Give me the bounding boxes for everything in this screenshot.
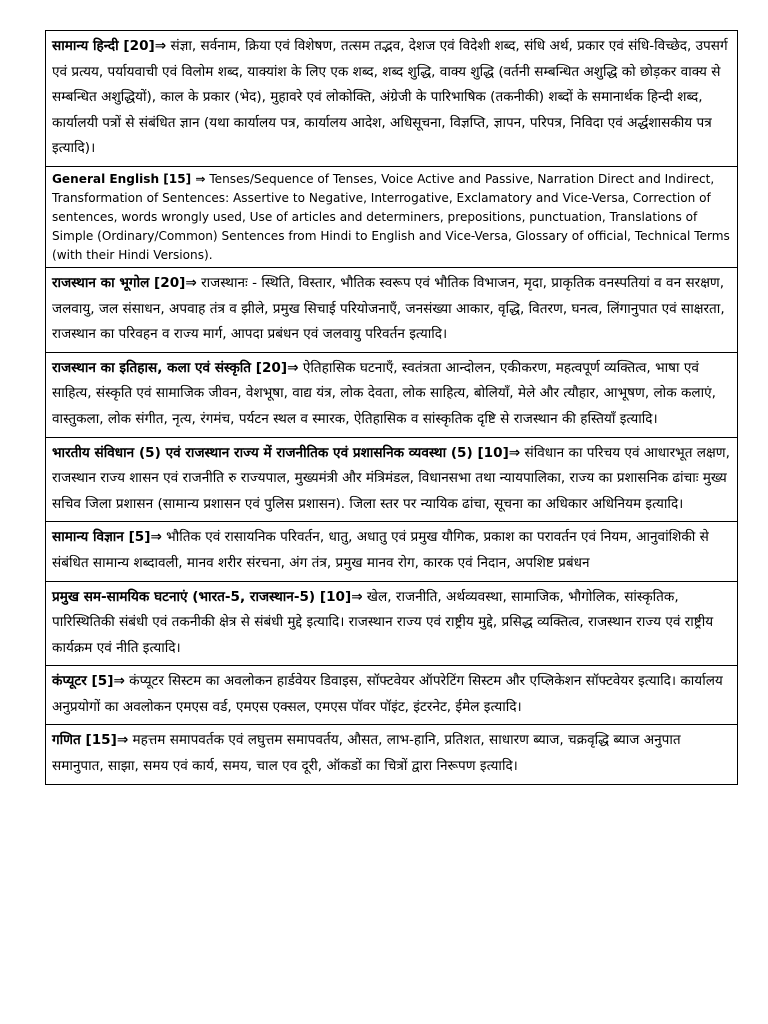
syllabus-cell xyxy=(46,581,738,666)
section-heading: राजस्थान का इतिहास, कला एवं संस्कृति [20]⇒ xyxy=(52,359,299,376)
syllabus-cell xyxy=(46,267,738,352)
syllabus-row-computer xyxy=(46,666,738,725)
syllabus-cell xyxy=(46,437,738,522)
syllabus-row-hindi xyxy=(46,31,738,167)
syllabus-row-geography xyxy=(46,267,738,352)
section-topics: कंप्यूटर सिस्टम का अवलोकन हार्डवेयर डिवाइस, सॉफ्टवेयर ऑपरेटिंग सिस्टम और एप्लिकेशन सॉफ्टवेयर इत्यादि। कार्यालय अनुप्रयोगों का अवलोकन एमएस वर्ड, एमएस एक्सल, एमएस पॉवर पॉइंट, इंटरनेट, ईमेल इत्यादि। xyxy=(52,673,723,715)
section-topics: राजस्थानः - स्थिति, विस्तार, भौतिक स्वरूप एवं भौतिक विभाजन, मृदा, प्राकृतिक वनस्पतियां व वन सरक्षण, जलवायु, जल संसाधन, अपवाह तंत्र व झीले, प्रमुख सिचाई परियोजनाएँ, जनसंख्या आकार, वृद्धि, वितरण, घनत्व, लिंगानुपात एवं साक्षरता, राजस्थान का परिवहन व राज्य मार्ग, आपदा प्रबंधन एवं जलवायु परिवर्तन इत्यादि। xyxy=(52,274,725,343)
section-heading: सामान्य हिन्दी [20]⇒ xyxy=(52,38,167,54)
syllabus-row-history xyxy=(46,352,738,437)
syllabus-row-mathematics xyxy=(46,725,738,784)
section-heading: General English [15] ⇒ xyxy=(52,171,206,186)
section-topics: भौतिक एवं रासायनिक परिवर्तन, धातु, अधातु एवं प्रमुख यौगिक, प्रकाश का परावर्तन एवं नियम, आनुवांशिकी से संबंधित सामान्य शब्दावली, मानव शरीर संरचना, अंग तंत्र, प्रमुख मानव रोग, कारक एवं निदान, अपशिष्ट प्रबंधन xyxy=(52,529,709,571)
section-topics: Tenses/Sequence of Tenses, Voice Active and Passive, Narration Direct and Indirect, Transformation of Sentences: Assertive to Negative, Interrogative, Exclamatory and Vice-Versa, Correction of sentences, words wrongly used, Use of articles and determiners, prepositions, punctuation, Translations of Simple (Ordinary/Common) Sentences from Hindi to English and Vice-Versa, Glossary of official, Technical Terms (with their Hindi Versions). xyxy=(52,171,730,262)
syllabus-cell xyxy=(46,522,738,581)
syllabus-cell xyxy=(46,166,738,267)
section-topics: ऐतिहासिक घटनाएँ, स्वतंत्रता आन्दोलन, एकीकरण, महत्वपूर्ण व्यक्तित्व, भाषा एवं साहित्य, संस्कृति एवं सामाजिक जीवन, वेशभूषा, वाद्य यंत्र, लोक देवता, लोक साहित्य, बोलियाँ, मेले और त्यौहार, आभूषण, लोक कलाएं, वास्तुकला, लोक संगीत, नृत्य, रंगमंच, पर्यटन स्थल व स्मारक, ऐतिहासिक व सांस्कृतिक दृष्टि से राजस्थान की हस्तियाँ इत्यादि। xyxy=(52,359,716,427)
syllabus-cell xyxy=(46,725,738,784)
section-topics: संज्ञा, सर्वनाम, क्रिया एवं विशेषण, तत्सम तद्भव, देशज एवं विदेशी शब्द, संधि अर्थ, प्रकार एवं संधि-विच्छेद, उपसर्ग एवं प्रत्यय, पर्यायवाची एवं विलोम शब्द, याक्यांश के लिए एक शब्द, शब्द शुद्धि, वाक्य शुद्धि (वर्तनी सम्बन्धित अशुद्धि को छोड़कर वाक्य से सम्बन्धित अशुद्धियों), काल के प्रकार (भेद), मुहावरे एवं लोकोक्ति, अंग्रेजी के पारिभाषिक (तकनीकी) शब्दों के समानार्थक हिन्दी शब्द, कार्यालयी पत्रों से संबंधित ज्ञान (यथा कार्यालय पत्र, कार्यालय आदेश, अधिसूचना, विज्ञप्ति, ज्ञापन, परिपत्र, निविदा एवं अर्द्धशासकीय पत्र इत्यादि)। xyxy=(52,38,728,157)
syllabus-table xyxy=(45,30,738,785)
syllabus-cell xyxy=(46,666,738,725)
section-topics: संविधान का परिचय एवं आधारभूत लक्षण, राजस्थान राज्य शासन एवं राजनीति रु राज्यपाल, मुख्यमंत्री और मंत्रिमंडल, विधानसभा तथा न्यायपालिका, राज्य का प्रशासनिक ढांचाः मुख्य सचिव जिला प्रशासन (सामान्य प्रशासन एवं पुलिस प्रशासन). जिला स्तर पर न्यायिक ढांचा, सूचना का अधिकार अधिनियम इत्यादि। xyxy=(52,444,730,512)
section-heading: गणित [15]⇒ xyxy=(52,732,129,749)
section-topics: खेल, राजनीति, अर्थव्यवस्था, सामाजिक, भौगोलिक, सांस्कृतिक, पारिस्थितिकी संबंधी एवं तकनीकी क्षेत्र से संबंधी मुद्दे इत्यादि। राजस्थान राज्य एवं राष्ट्रीय मुद्दे, प्रसिद्ध व्यक्तित्व, राजस्थान राज्य एवं राष्ट्रीय कार्यक्रम एवं नीति इत्यादि। xyxy=(52,588,714,656)
section-heading: राजस्थान का भूगोल [20]⇒ xyxy=(52,274,197,291)
syllabus-cell xyxy=(46,352,738,437)
section-topics: महत्तम समापवर्तक एवं लघुत्तम समापवर्तय, औसत, लाभ-हानि, प्रतिशत, साधारण ब्याज, चक्रवृद्धि ब्याज अनुपात समानुपात, साझा, समय एवं कार्य, समय, चाल एव दूरी, ऑकडों का चित्रों द्वारा निरूपण इत्यादि। xyxy=(52,732,681,775)
syllabus-row-english xyxy=(46,166,738,267)
section-heading: भारतीय संविधान (5) एवं राजस्थान राज्य में राजनीतिक एवं प्रशासनिक व्यवस्था (5) [10]⇒ xyxy=(52,444,521,461)
section-heading: कंप्यूटर [5]⇒ xyxy=(52,673,125,690)
syllabus-row-science xyxy=(46,522,738,581)
syllabus-cell xyxy=(46,31,738,167)
syllabus-row-current-affairs xyxy=(46,581,738,666)
section-heading: सामान्य विज्ञान [5]⇒ xyxy=(52,529,162,546)
syllabus-row-polity xyxy=(46,437,738,522)
section-heading: प्रमुख सम-सामयिक घटनाएं (भारत-5, राजस्थान-5) [10]⇒ xyxy=(52,588,363,605)
